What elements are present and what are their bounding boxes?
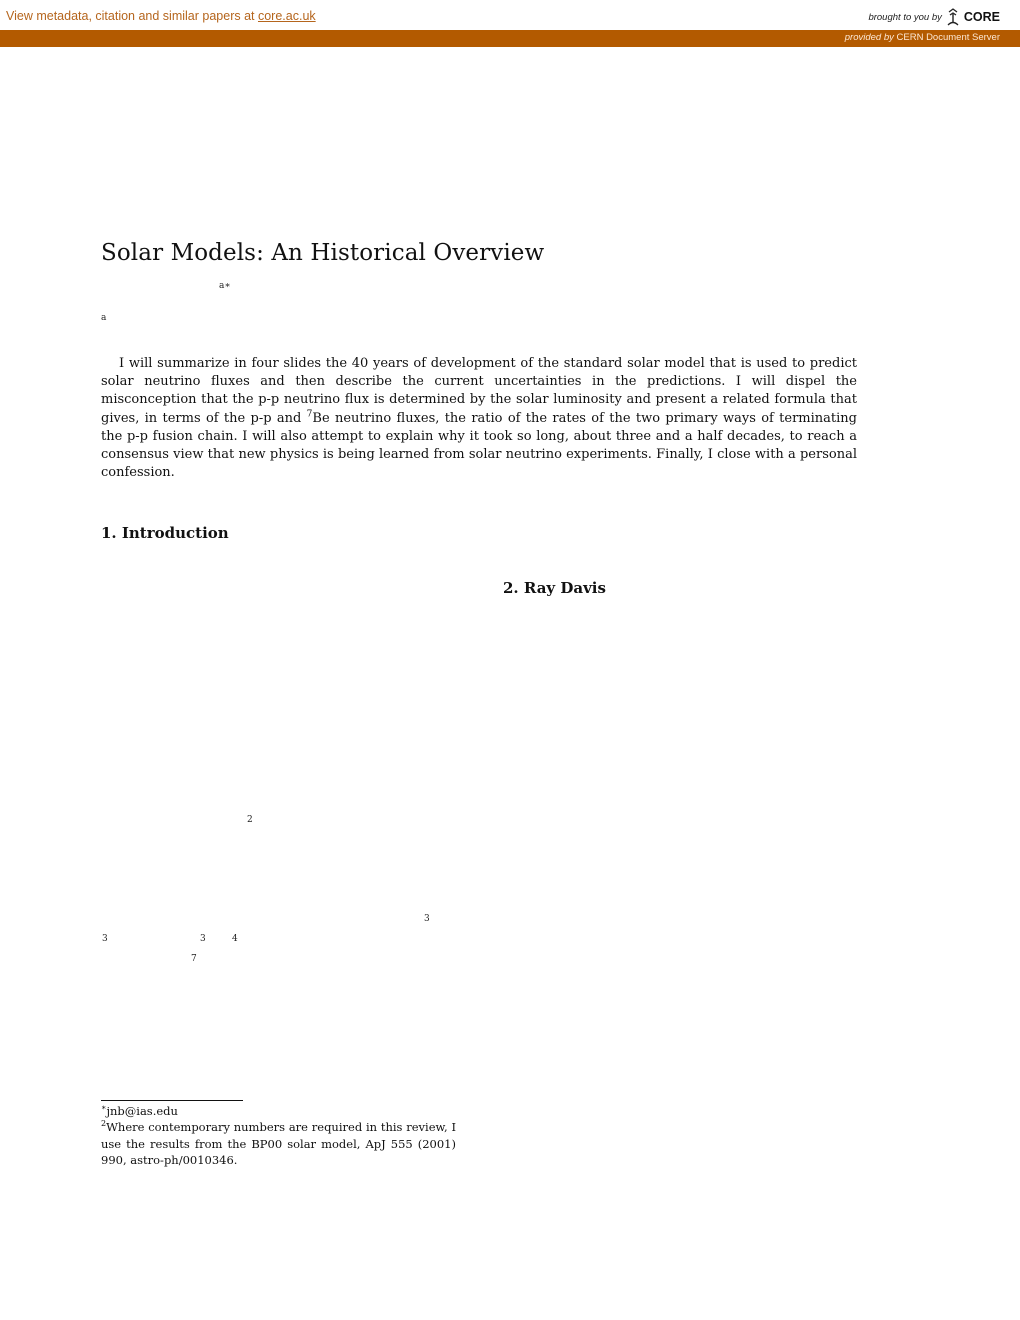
provided-by [845,32,1000,43]
metadata-text: View metadata, citation and similar papers at [6,9,258,23]
core-banner [0,0,1020,30]
footnote-marker: ∗ [101,1103,107,1113]
footnote-email [101,1103,456,1119]
stray-mark: 3 [200,934,206,944]
abstract-superscript: 7 [306,409,313,420]
provider-bar [0,30,1020,47]
footnote-bp00 [101,1119,456,1168]
email-text: jnb@ias.edu [106,1104,178,1118]
metadata-line [6,9,316,23]
author-marker: a∗ [219,281,231,291]
stray-mark: 3 [102,934,108,944]
core-link[interactable]: core.ac.uk [257,9,316,23]
abstract [101,355,857,482]
abstract-part1: I will summarize in four slides the 40 years of development of the standard solar model that is used to predict solar neutrino fluxes and then describe the current uncertainties in the predictions. I will dispel the misconception that the p-p neutrino flux is determined by the solar luminosity and present a related formula that gives, in terms of the p-p and [101,356,857,426]
provided-by-label: provided by [844,32,894,43]
footnote-marker: 2 [101,1119,107,1129]
footnote-rule [101,1100,243,1101]
stray-mark: 2 [247,815,253,825]
core-logo-icon [946,8,960,26]
abstract-part2: Be neutrino fluxes, the ratio of the rates of the two primary ways of terminating the p-p fusion chain. I will also attempt to explain why it took so long, about three and a half decades, to reach a consensus view that new physics is being learned from solar neutrino experiments. Finally, I close with a personal confession. [101,410,857,481]
paper-title: Solar Models: An Historical Overview [101,240,545,266]
section-introduction: 1. Introduction [101,524,229,542]
brought-by [868,8,1000,26]
stray-mark: 7 [191,954,197,964]
stray-mark: 4 [232,934,238,944]
core-wordmark: CORE [963,10,1000,24]
provider-name: CERN Document Server [896,32,1000,43]
affiliation-marker: a [101,313,107,323]
footnote-text: Where contemporary numbers are required in this review, I use the results from the BP00 solar model, ApJ 555 (2001) 990, astro-ph/0010346. [101,1120,456,1167]
footnotes [101,1103,456,1168]
brought-by-text: brought to you by [868,11,942,23]
stray-mark: 3 [424,914,430,924]
section-ray-davis: 2. Ray Davis [503,579,606,597]
